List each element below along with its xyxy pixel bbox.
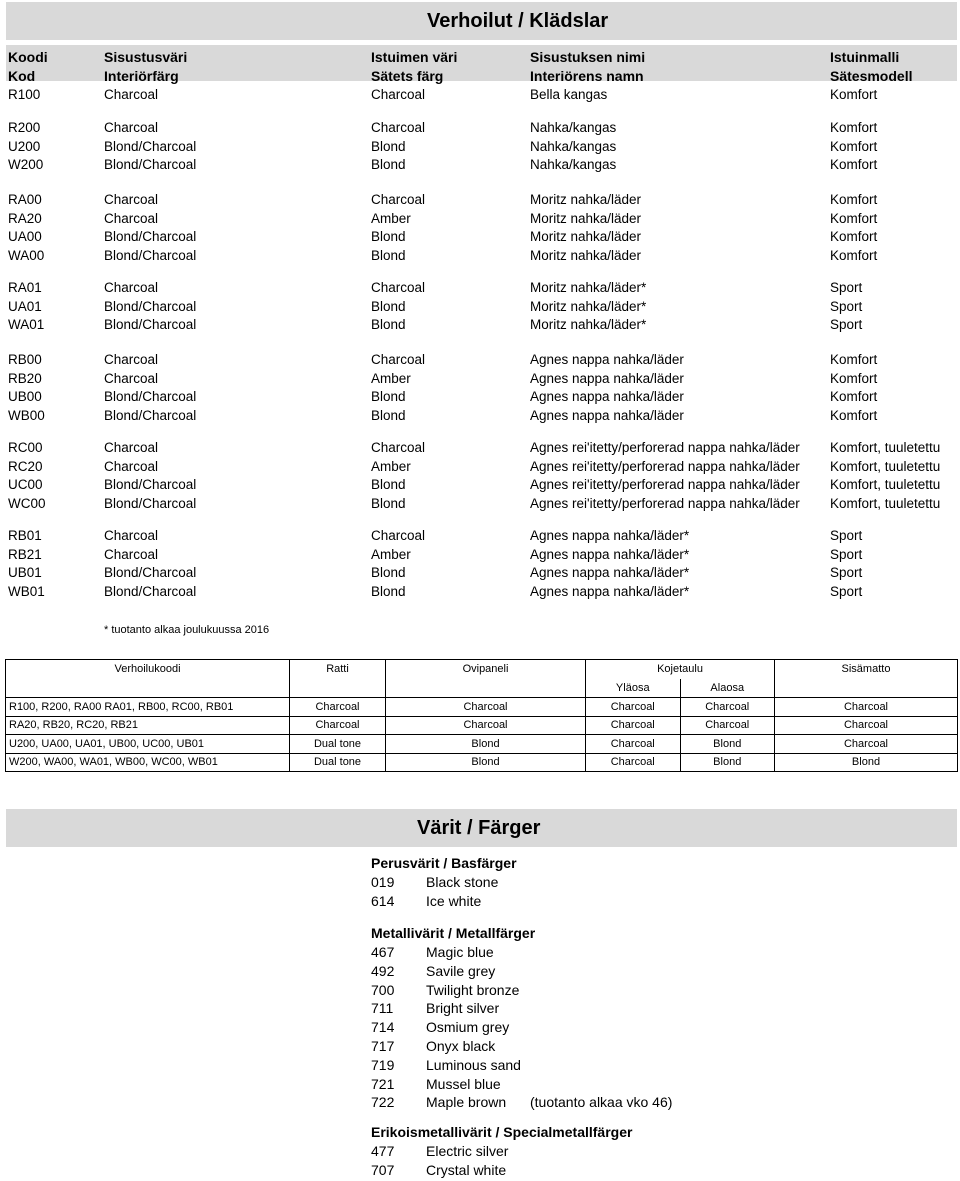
trim-cell: Sport	[830, 317, 863, 333]
color-name: Luminous sand	[426, 1056, 521, 1073]
trim-cell: Nahka/kangas	[530, 120, 617, 135]
color-item	[371, 1057, 521, 1073]
color-name: Osmium grey	[426, 1019, 510, 1036]
summary-cell: U200, UA00, UA01, UB00, UC00, UB01	[6, 735, 290, 754]
header-cell: Sätets färg	[371, 68, 444, 84]
trim-code: RB00	[8, 352, 42, 367]
color-code: 711	[371, 1000, 394, 1017]
trim-cell: Moritz nahka/läder	[530, 229, 642, 245]
trim-cell: Blond	[371, 584, 406, 600]
trim-cell: Charcoal	[104, 528, 159, 543]
color-item	[371, 1000, 499, 1016]
col-wheel-header: Ratti	[290, 660, 386, 679]
trim-cell: Nahka/kangas	[530, 157, 617, 173]
trim-code: RA20	[8, 210, 42, 226]
summary-cell: Charcoal	[386, 698, 586, 717]
header-cell: Sisustusväri	[104, 49, 188, 65]
trim-code: UB00	[8, 389, 42, 405]
trim-cell: Charcoal	[104, 458, 159, 474]
table-row	[6, 753, 958, 772]
trim-cell: Amber	[371, 210, 411, 226]
trim-cell: Komfort	[830, 389, 878, 405]
color-item	[371, 1019, 509, 1035]
table-row	[6, 716, 958, 735]
trim-code: UC00	[8, 477, 43, 493]
footnote: * tuotanto alkaa joulukuussa 2016	[104, 624, 270, 636]
trim-cell: Komfort	[830, 138, 878, 154]
summary-cell: Charcoal	[775, 716, 958, 735]
summary-table	[5, 659, 958, 772]
trim-cell: Komfort, tuuletettu	[830, 496, 941, 512]
trim-cell: Agnes nappa nahka/läder	[530, 389, 684, 405]
summary-cell: Dual tone	[290, 735, 386, 754]
color-name: Savile grey	[426, 962, 496, 979]
trim-cell: Komfort	[830, 352, 878, 367]
color-name: Ice white	[426, 892, 482, 909]
color-item	[371, 982, 519, 998]
trim-code: RB20	[8, 370, 42, 386]
trim-cell: Blond	[371, 229, 406, 245]
trim-cell: Blond/Charcoal	[104, 298, 197, 314]
colors-title: Värit / Färger	[417, 817, 541, 839]
trim-cell: Charcoal	[104, 546, 159, 562]
color-name: Onyx black	[426, 1038, 496, 1054]
summary-cell: RA20, RB20, RC20, RB21	[6, 716, 290, 735]
trim-cell: Amber	[371, 458, 411, 474]
trim-cell: Charcoal	[371, 352, 426, 367]
trim-cell: Blond	[371, 157, 406, 173]
trim-cell: Blond/Charcoal	[104, 565, 197, 581]
trim-cell: Blond/Charcoal	[104, 496, 197, 512]
trim-cell: Blond	[371, 298, 406, 314]
trim-cell: Blond/Charcoal	[104, 248, 197, 264]
trim-cell: Moritz nahka/läder*	[530, 317, 647, 333]
trim-code: RA01	[8, 280, 42, 295]
trim-cell: Komfort	[830, 229, 878, 245]
trim-cell: Amber	[371, 370, 411, 386]
page-title: Verhoilut / Klädslar	[427, 10, 609, 32]
summary-cell: Charcoal	[775, 698, 958, 717]
summary-cell: Charcoal	[290, 698, 386, 717]
trim-cell: Agnes rei'itetty/perforerad nappa nahka/läder	[530, 477, 800, 493]
color-section-title: Erikoismetallivärit / Specialmetallfärger	[371, 1124, 633, 1140]
trim-cell: Charcoal	[371, 280, 426, 295]
trim-cell: Agnes nappa nahka/läder	[530, 352, 684, 367]
trim-code: WB00	[8, 408, 45, 424]
title-band	[6, 2, 957, 40]
color-name: Magic blue	[426, 944, 494, 960]
color-name: Twilight bronze	[426, 981, 520, 998]
trim-code: RB21	[8, 546, 42, 562]
trim-code: R200	[8, 120, 41, 135]
col-dash-header: Kojetaulu	[586, 660, 775, 679]
trim-cell: Moritz nahka/läder	[530, 192, 642, 207]
color-section-title: Metallivärit / Metallfärger	[371, 925, 536, 941]
trim-cell: Komfort, tuuletettu	[830, 477, 941, 493]
summary-cell: Blond	[386, 753, 586, 772]
trim-code: WA00	[8, 248, 45, 264]
trim-cell: Sport	[830, 546, 863, 562]
trim-code: RC20	[8, 458, 43, 474]
trim-cell: Komfort	[830, 120, 878, 135]
trim-cell: Moritz nahka/läder	[530, 248, 642, 264]
header-cell: Sisustuksen nimi	[530, 49, 646, 65]
trim-cell: Blond/Charcoal	[104, 229, 197, 245]
trim-cell: Charcoal	[371, 528, 426, 543]
col-code-header: Verhoilukoodi	[6, 660, 290, 679]
color-code: 719	[371, 1056, 395, 1073]
color-item	[371, 963, 495, 979]
trim-cell: Agnes rei'itetty/perforerad nappa nahka/läder	[530, 440, 800, 455]
trim-cell: Blond	[371, 138, 406, 154]
color-code: 722	[371, 1094, 395, 1111]
trim-cell: Komfort	[830, 192, 878, 207]
trim-cell: Blond	[371, 389, 406, 405]
color-code: 717	[371, 1038, 395, 1054]
color-name: Maple brown	[426, 1094, 507, 1111]
summary-cell: R100, R200, RA00 RA01, RB00, RC00, RB01	[6, 698, 290, 717]
header-cell: Kod	[8, 68, 36, 84]
summary-cell: Dual tone	[290, 753, 386, 772]
col-headliner-header: Sisämatto	[775, 660, 958, 679]
header-cell: Koodi	[8, 49, 48, 65]
trim-cell: Moritz nahka/läder*	[530, 298, 647, 314]
trim-cell: Agnes nappa nahka/läder*	[530, 546, 690, 562]
color-item	[371, 1076, 501, 1092]
trim-cell: Sport	[830, 584, 863, 600]
color-item	[371, 1094, 673, 1111]
trim-cell: Sport	[830, 528, 863, 543]
color-code: 700	[371, 981, 395, 998]
trim-cell: Blond/Charcoal	[104, 138, 197, 154]
trim-cell: Blond/Charcoal	[104, 408, 197, 424]
trim-cell: Moritz nahka/läder*	[530, 280, 647, 295]
trim-cell: Charcoal	[104, 280, 159, 295]
trim-cell: Charcoal	[104, 87, 159, 102]
trim-code: UA01	[8, 298, 42, 314]
trim-cell: Agnes nappa nahka/läder*	[530, 528, 690, 543]
trim-cell: Blond	[371, 565, 406, 581]
trim-cell: Blond	[371, 477, 406, 493]
color-note: (tuotanto alkaa vko 46)	[530, 1094, 673, 1111]
trim-cell: Charcoal	[371, 192, 426, 207]
trim-cell: Blond/Charcoal	[104, 157, 197, 173]
trim-cell: Blond	[371, 496, 406, 512]
col-dash-upper-header: Yläosa	[586, 679, 681, 698]
trim-cell: Charcoal	[104, 352, 159, 367]
trim-cell: Komfort, tuuletettu	[830, 440, 941, 455]
trim-cell: Charcoal	[104, 440, 159, 455]
summary-cell: Charcoal	[386, 716, 586, 735]
color-name: Electric silver	[426, 1143, 509, 1159]
summary-cell: W200, WA00, WA01, WB00, WC00, WB01	[6, 753, 290, 772]
color-item	[371, 1038, 495, 1054]
color-code: 714	[371, 1019, 395, 1036]
trim-cell: Blond/Charcoal	[104, 389, 197, 405]
trim-cell: Charcoal	[371, 440, 426, 455]
table-row	[6, 735, 958, 754]
header-cell: Sätesmodell	[830, 68, 913, 84]
trim-cell: Nahka/kangas	[530, 138, 617, 154]
summary-cell: Charcoal	[290, 716, 386, 735]
summary-cell: Charcoal	[775, 735, 958, 754]
summary-cell: Blond	[775, 753, 958, 772]
color-item	[371, 1162, 506, 1178]
summary-cell: Charcoal	[586, 716, 681, 735]
trim-cell: Komfort	[830, 408, 878, 424]
color-name: Mussel blue	[426, 1075, 501, 1092]
header-cell: Istuimen väri	[371, 49, 458, 65]
summary-cell: Blond	[680, 735, 775, 754]
trim-cell: Sport	[830, 565, 863, 581]
trim-cell: Charcoal	[104, 192, 159, 207]
header-cell: Interiörens namn	[530, 68, 644, 84]
summary-cell: Blond	[680, 753, 775, 772]
trim-cell: Agnes nappa nahka/läder*	[530, 565, 690, 581]
trim-cell: Agnes nappa nahka/läder*	[530, 584, 690, 600]
color-item	[371, 944, 494, 960]
trim-cell: Blond/Charcoal	[104, 317, 197, 333]
color-code: 019	[371, 874, 395, 890]
trim-code: W200	[8, 157, 44, 173]
trim-cell: Charcoal	[104, 210, 159, 226]
trim-code: R100	[8, 87, 41, 102]
trim-cell: Komfort	[830, 210, 878, 226]
trim-cell: Komfort	[830, 157, 878, 173]
trim-cell: Komfort	[830, 87, 878, 102]
header-cell: Istuinmalli	[830, 49, 900, 65]
trim-cell: Charcoal	[104, 370, 159, 386]
header-cell: Interiörfärg	[104, 68, 179, 84]
summary-cell: Blond	[386, 735, 586, 754]
trim-cell: Komfort	[830, 370, 878, 386]
trim-cell: Komfort, tuuletettu	[830, 458, 941, 474]
color-name: Crystal white	[426, 1161, 507, 1178]
trim-cell: Blond/Charcoal	[104, 477, 197, 493]
trim-cell: Agnes rei'itetty/perforerad nappa nahka/läder	[530, 458, 800, 474]
trim-cell: Blond	[371, 317, 406, 333]
trim-cell: Komfort	[830, 248, 878, 264]
col-dash-lower-header: Alaosa	[680, 679, 775, 698]
color-code: 707	[371, 1161, 395, 1178]
colors-band	[6, 809, 957, 847]
color-code: 492	[371, 962, 395, 979]
color-code: 467	[371, 944, 395, 960]
trim-cell: Sport	[830, 280, 863, 295]
trim-code: RA00	[8, 192, 42, 207]
summary-cell: Charcoal	[586, 735, 681, 754]
table-row	[6, 698, 958, 717]
color-item	[371, 1143, 508, 1159]
trim-cell: Charcoal	[371, 87, 426, 102]
trim-cell: Agnes nappa nahka/läder	[530, 370, 684, 386]
summary-cell: Charcoal	[586, 753, 681, 772]
col-door-header: Ovipaneli	[386, 660, 586, 679]
trim-code: WB01	[8, 584, 45, 600]
trim-code: UA00	[8, 229, 42, 245]
trim-cell: Blond	[371, 408, 406, 424]
color-section-title: Perusvärit / Basfärger	[371, 855, 517, 871]
trim-cell: Bella kangas	[530, 87, 608, 102]
color-item	[371, 874, 498, 890]
color-name: Black stone	[426, 874, 499, 890]
summary-cell: Charcoal	[680, 698, 775, 717]
trim-cell: Charcoal	[371, 120, 426, 135]
trim-code: U200	[8, 138, 41, 154]
color-code: 721	[371, 1075, 395, 1092]
trim-code: WC00	[8, 496, 46, 512]
trim-code: RB01	[8, 528, 42, 543]
color-code: 477	[371, 1143, 395, 1159]
trim-cell: Blond	[371, 248, 406, 264]
color-code: 614	[371, 892, 395, 909]
trim-cell: Agnes nappa nahka/läder	[530, 408, 684, 424]
trim-code: RC00	[8, 440, 43, 455]
summary-cell: Charcoal	[586, 698, 681, 717]
trim-code: UB01	[8, 565, 42, 581]
trim-cell: Sport	[830, 298, 863, 314]
color-name: Bright silver	[426, 1000, 500, 1017]
trim-cell: Agnes rei'itetty/perforerad nappa nahka/läder	[530, 496, 800, 512]
trim-cell: Moritz nahka/läder	[530, 210, 642, 226]
trim-cell: Amber	[371, 546, 411, 562]
color-item	[371, 893, 481, 909]
trim-code: WA01	[8, 317, 45, 333]
summary-cell: Charcoal	[680, 716, 775, 735]
trim-cell: Charcoal	[104, 120, 159, 135]
trim-cell: Blond/Charcoal	[104, 584, 197, 600]
